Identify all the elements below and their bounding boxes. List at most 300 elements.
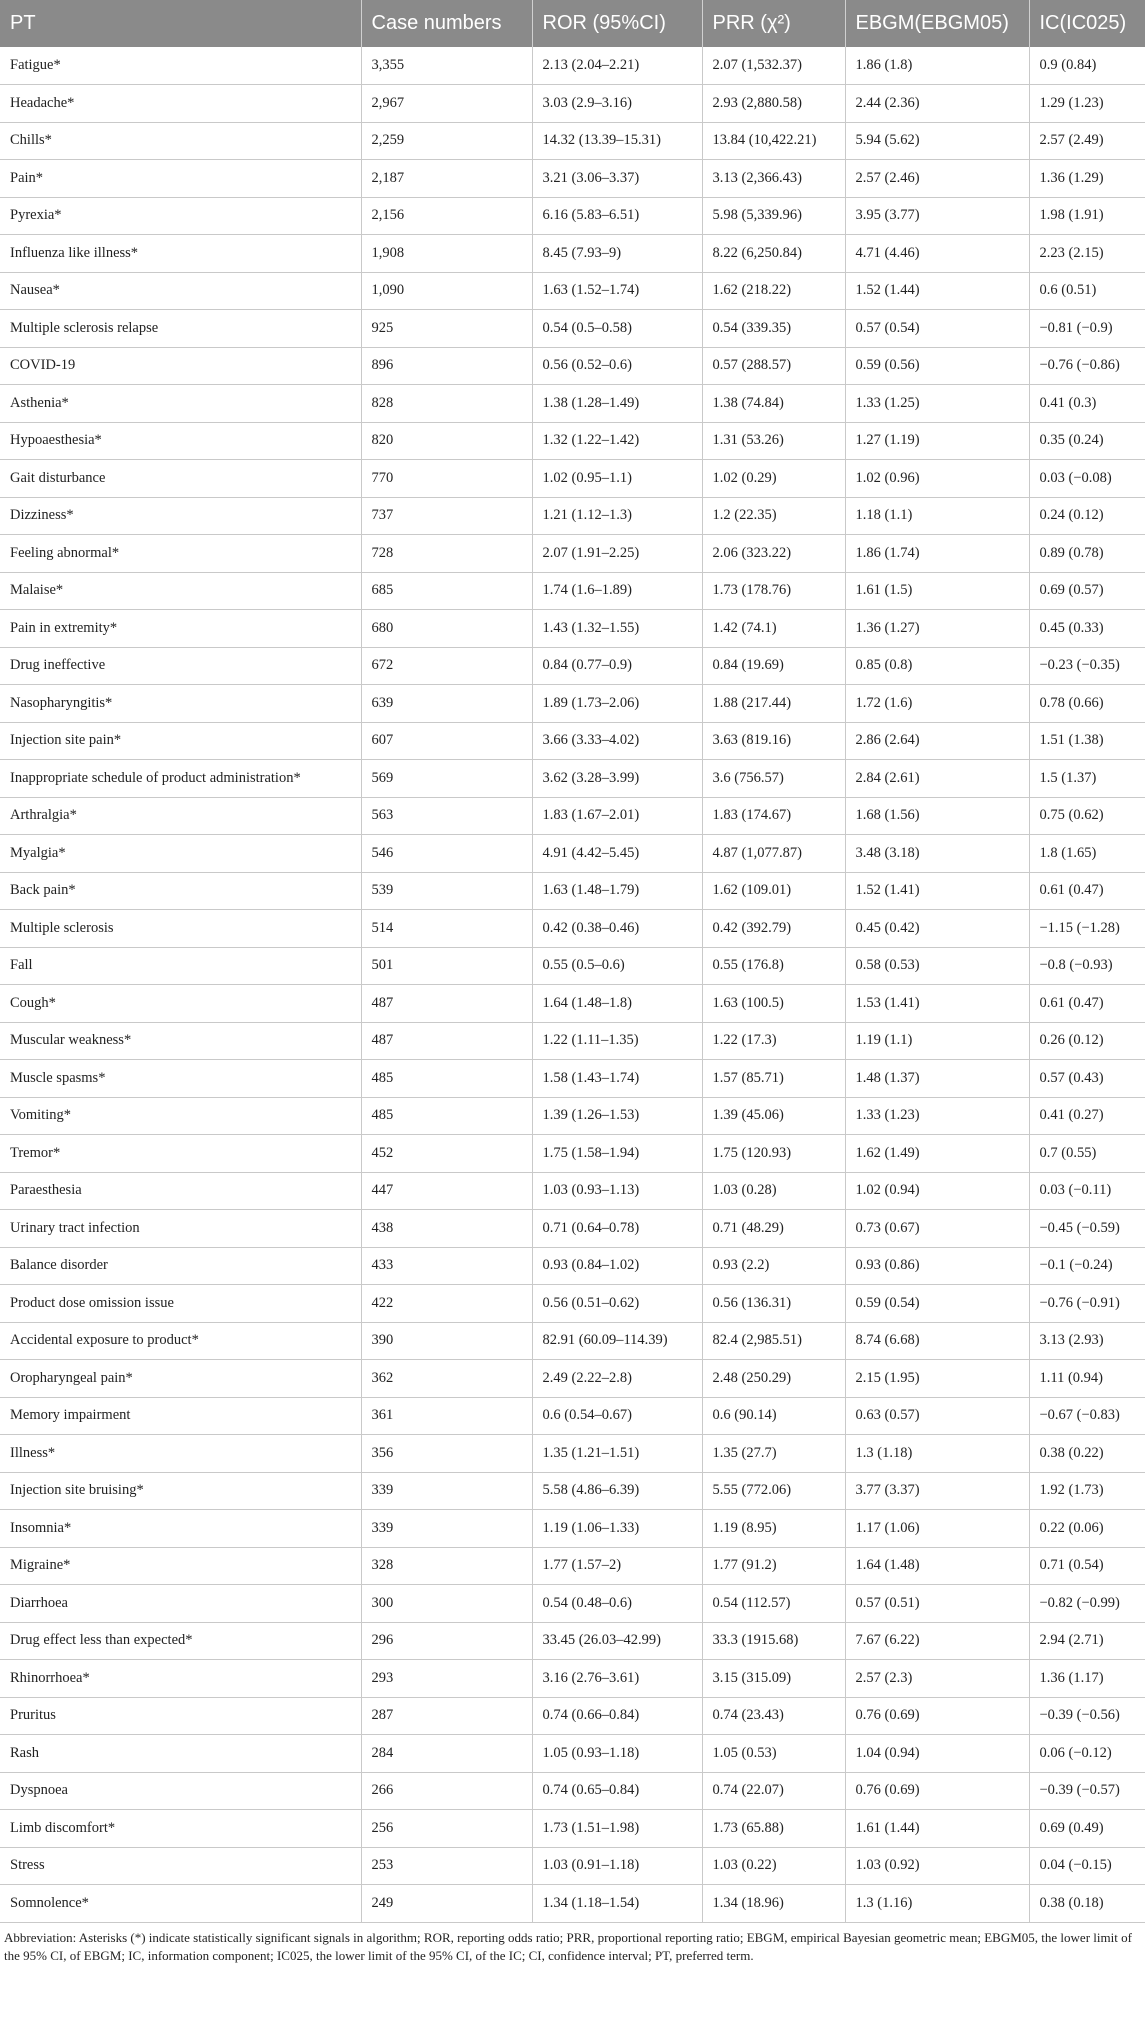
table-row [0,910,1145,948]
pt-cell: Vomiting* [0,1097,361,1135]
ebgm-cell: 3.48 (3.18) [845,835,1029,873]
case-numbers-cell: 422 [361,1285,532,1323]
pt-cell: Rash [0,1735,361,1773]
case-numbers-cell: 356 [361,1435,532,1473]
case-numbers-cell: 284 [361,1735,532,1773]
ror-cell: 1.64 (1.48–1.8) [532,985,702,1023]
ror-cell: 0.74 (0.65–0.84) [532,1772,702,1810]
prr-header: PRR (χ²) [702,0,845,47]
case-numbers-cell: 728 [361,535,532,573]
pt-cell: Migraine* [0,1547,361,1585]
pt-cell: Accidental exposure to product* [0,1322,361,1360]
ror-cell: 1.34 (1.18–1.54) [532,1885,702,1923]
case-numbers-cell: 672 [361,647,532,685]
pt-cell: Pain in extremity* [0,610,361,648]
ror-cell: 5.58 (4.86–6.39) [532,1472,702,1510]
case-numbers-cell: 447 [361,1172,532,1210]
ror-cell: 1.03 (0.91–1.18) [532,1847,702,1885]
ic-cell: 0.06 (−0.12) [1029,1735,1145,1773]
case-numbers-cell: 1,090 [361,272,532,310]
ic-cell: 1.5 (1.37) [1029,760,1145,798]
table-row [0,385,1145,423]
ebgm-cell: 5.94 (5.62) [845,122,1029,160]
ebgm-cell: 1.3 (1.16) [845,1885,1029,1923]
ebgm-cell: 8.74 (6.68) [845,1322,1029,1360]
case-numbers-cell: 287 [361,1697,532,1735]
ror-cell: 8.45 (7.93–9) [532,235,702,273]
pt-cell: Gait disturbance [0,460,361,498]
ebgm-cell: 1.33 (1.23) [845,1097,1029,1135]
table-row [0,1135,1145,1173]
ic-cell: 0.9 (0.84) [1029,47,1145,85]
table-body [0,47,1145,1922]
ebgm-cell: 0.58 (0.53) [845,947,1029,985]
case-numbers-cell: 820 [361,422,532,460]
ic-cell: 1.29 (1.23) [1029,85,1145,123]
pt-cell: Insomnia* [0,1510,361,1548]
pt-cell: Multiple sclerosis [0,910,361,948]
pt-cell: Pruritus [0,1697,361,1735]
prr-cell: 0.84 (19.69) [702,647,845,685]
table-row [0,347,1145,385]
ic-cell: 0.57 (0.43) [1029,1060,1145,1098]
pt-cell: Feeling abnormal* [0,535,361,573]
prr-cell: 3.13 (2,366.43) [702,160,845,198]
case-numbers-cell: 361 [361,1397,532,1435]
ebgm-cell: 1.64 (1.48) [845,1547,1029,1585]
ebgm-cell: 3.95 (3.77) [845,197,1029,235]
ror-cell: 1.63 (1.52–1.74) [532,272,702,310]
ebgm-cell: 0.85 (0.8) [845,647,1029,685]
ic-header: IC(IC025) [1029,0,1145,47]
ror-cell: 0.42 (0.38–0.46) [532,910,702,948]
prr-cell: 5.55 (772.06) [702,1472,845,1510]
prr-cell: 0.42 (392.79) [702,910,845,948]
prr-cell: 8.22 (6,250.84) [702,235,845,273]
ebgm-cell: 1.17 (1.06) [845,1510,1029,1548]
ic-cell: 1.36 (1.17) [1029,1660,1145,1698]
ebgm-cell: 1.3 (1.18) [845,1435,1029,1473]
table-row [0,497,1145,535]
case-numbers-cell: 452 [361,1135,532,1173]
pt-header: PT [0,0,361,47]
ebgm-cell: 1.18 (1.1) [845,497,1029,535]
ror-cell: 3.03 (2.9–3.16) [532,85,702,123]
prr-cell: 5.98 (5,339.96) [702,197,845,235]
table-row [0,722,1145,760]
prr-cell: 1.88 (217.44) [702,685,845,723]
prr-cell: 2.48 (250.29) [702,1360,845,1398]
pt-cell: Paraesthesia [0,1172,361,1210]
ror-cell: 0.6 (0.54–0.67) [532,1397,702,1435]
prr-cell: 1.02 (0.29) [702,460,845,498]
pt-cell: Product dose omission issue [0,1285,361,1323]
prr-cell: 82.4 (2,985.51) [702,1322,845,1360]
table-row [0,1285,1145,1323]
ror-cell: 1.22 (1.11–1.35) [532,1022,702,1060]
case-numbers-cell: 2,259 [361,122,532,160]
table-row [0,835,1145,873]
pt-cell: Muscular weakness* [0,1022,361,1060]
case-numbers-cell: 1,908 [361,235,532,273]
table-row [0,1172,1145,1210]
table-row [0,797,1145,835]
pt-cell: Injection site bruising* [0,1472,361,1510]
case-numbers-cell: 539 [361,872,532,910]
ror-cell: 2.49 (2.22–2.8) [532,1360,702,1398]
prr-cell: 2.06 (323.22) [702,535,845,573]
case-numbers-cell: 514 [361,910,532,948]
pt-cell: COVID-19 [0,347,361,385]
pt-cell: Myalgia* [0,835,361,873]
case-numbers-cell: 607 [361,722,532,760]
pt-cell: Influenza like illness* [0,235,361,273]
prr-cell: 0.74 (22.07) [702,1772,845,1810]
ic-cell: 0.61 (0.47) [1029,872,1145,910]
pt-cell: Multiple sclerosis relapse [0,310,361,348]
ebgm-cell: 2.57 (2.3) [845,1660,1029,1698]
ebgm-cell: 1.61 (1.44) [845,1810,1029,1848]
prr-cell: 1.73 (178.76) [702,572,845,610]
table-row [0,685,1145,723]
ebgm-cell: 0.73 (0.67) [845,1210,1029,1248]
ror-cell: 3.66 (3.33–4.02) [532,722,702,760]
prr-cell: 1.39 (45.06) [702,1097,845,1135]
ebgm-cell: 1.52 (1.41) [845,872,1029,910]
case-numbers-cell: 563 [361,797,532,835]
prr-cell: 0.93 (2.2) [702,1247,845,1285]
case-numbers-cell: 680 [361,610,532,648]
table-row [0,1022,1145,1060]
pt-cell: Fatigue* [0,47,361,85]
ic-cell: 1.92 (1.73) [1029,1472,1145,1510]
prr-cell: 1.63 (100.5) [702,985,845,1023]
ror-cell: 33.45 (26.03–42.99) [532,1622,702,1660]
ebgm-cell: 1.48 (1.37) [845,1060,1029,1098]
table-row [0,1810,1145,1848]
ror-cell: 0.93 (0.84–1.02) [532,1247,702,1285]
ebgm-cell: 2.86 (2.64) [845,722,1029,760]
prr-cell: 1.73 (65.88) [702,1810,845,1848]
table-row [0,1210,1145,1248]
ebgm-cell: 1.04 (0.94) [845,1735,1029,1773]
ror-cell: 3.21 (3.06–3.37) [532,160,702,198]
table-row [0,610,1145,648]
ebgm-cell: 2.84 (2.61) [845,760,1029,798]
ror-cell: 0.84 (0.77–0.9) [532,647,702,685]
table-row [0,1360,1145,1398]
case-numbers-cell: 487 [361,1022,532,1060]
pt-cell: Dyspnoea [0,1772,361,1810]
table-row [0,1322,1145,1360]
case-numbers-cell: 569 [361,760,532,798]
ic-cell: 1.36 (1.29) [1029,160,1145,198]
pt-cell: Hypoaesthesia* [0,422,361,460]
table-row [0,47,1145,85]
case-numbers-cell: 485 [361,1097,532,1135]
table-row [0,1585,1145,1623]
ebgm-cell: 0.93 (0.86) [845,1247,1029,1285]
case-numbers-cell: 737 [361,497,532,535]
pt-cell: Stress [0,1847,361,1885]
ror-cell: 1.63 (1.48–1.79) [532,872,702,910]
ror-cell: 1.39 (1.26–1.53) [532,1097,702,1135]
ebgm-cell: 1.68 (1.56) [845,797,1029,835]
pt-cell: Tremor* [0,1135,361,1173]
ebgm-cell: 1.33 (1.25) [845,385,1029,423]
ic-cell: 0.04 (−0.15) [1029,1847,1145,1885]
prr-cell: 1.22 (17.3) [702,1022,845,1060]
pt-cell: Asthenia* [0,385,361,423]
ebgm-cell: 0.76 (0.69) [845,1772,1029,1810]
ic-cell: −0.76 (−0.86) [1029,347,1145,385]
pt-cell: Pyrexia* [0,197,361,235]
ic-cell: 0.38 (0.22) [1029,1435,1145,1473]
ic-cell: 0.89 (0.78) [1029,535,1145,573]
ror-cell: 82.91 (60.09–114.39) [532,1322,702,1360]
case-numbers-cell: 266 [361,1772,532,1810]
table-row [0,85,1145,123]
case-numbers-cell: 256 [361,1810,532,1848]
table-row [0,1735,1145,1773]
pt-cell: Pain* [0,160,361,198]
ic-cell: 0.71 (0.54) [1029,1547,1145,1585]
prr-cell: 3.6 (756.57) [702,760,845,798]
table-row [0,1885,1145,1923]
ror-cell: 4.91 (4.42–5.45) [532,835,702,873]
ic-cell: −0.23 (−0.35) [1029,647,1145,685]
pt-cell: Injection site pain* [0,722,361,760]
table-row [0,1697,1145,1735]
ic-cell: 0.69 (0.49) [1029,1810,1145,1848]
ic-cell: 0.75 (0.62) [1029,797,1145,835]
ic-cell: 1.98 (1.91) [1029,197,1145,235]
prr-cell: 1.75 (120.93) [702,1135,845,1173]
prr-cell: 1.31 (53.26) [702,422,845,460]
ebgm-cell: 2.15 (1.95) [845,1360,1029,1398]
pt-cell: Arthralgia* [0,797,361,835]
case-numbers-cell: 249 [361,1885,532,1923]
prr-cell: 13.84 (10,422.21) [702,122,845,160]
ic-cell: 0.26 (0.12) [1029,1022,1145,1060]
ror-cell: 1.75 (1.58–1.94) [532,1135,702,1173]
ebgm-cell: 2.57 (2.46) [845,160,1029,198]
prr-cell: 0.71 (48.29) [702,1210,845,1248]
pt-cell: Oropharyngeal pain* [0,1360,361,1398]
ic-cell: −0.82 (−0.99) [1029,1585,1145,1623]
ic-cell: −1.15 (−1.28) [1029,910,1145,948]
table-row [0,1247,1145,1285]
ebgm-cell: 1.36 (1.27) [845,610,1029,648]
prr-cell: 1.62 (218.22) [702,272,845,310]
ror-cell: 1.03 (0.93–1.13) [532,1172,702,1210]
table-row [0,872,1145,910]
prr-cell: 1.2 (22.35) [702,497,845,535]
pt-cell: Headache* [0,85,361,123]
ic-cell: 2.23 (2.15) [1029,235,1145,273]
table-row [0,535,1145,573]
case-numbers-cell: 770 [361,460,532,498]
ic-cell: 0.38 (0.18) [1029,1885,1145,1923]
prr-cell: 1.35 (27.7) [702,1435,845,1473]
case-numbers-cell: 896 [361,347,532,385]
ebgm-cell: 7.67 (6.22) [845,1622,1029,1660]
prr-cell: 1.42 (74.1) [702,610,845,648]
ic-cell: −0.8 (−0.93) [1029,947,1145,985]
ic-cell: 0.03 (−0.11) [1029,1172,1145,1210]
pt-cell: Rhinorrhoea* [0,1660,361,1698]
pt-cell: Nausea* [0,272,361,310]
table-row [0,1472,1145,1510]
ebgm-cell: 0.57 (0.51) [845,1585,1029,1623]
ror-cell: 3.16 (2.76–3.61) [532,1660,702,1698]
pt-cell: Memory impairment [0,1397,361,1435]
ic-cell: 0.6 (0.51) [1029,272,1145,310]
pt-cell: Fall [0,947,361,985]
ror-cell: 0.55 (0.5–0.6) [532,947,702,985]
case-numbers-cell: 2,967 [361,85,532,123]
prr-cell: 2.93 (2,880.58) [702,85,845,123]
case-numbers-header: Case numbers [361,0,532,47]
ebgm-cell: 0.63 (0.57) [845,1397,1029,1435]
ebgm-cell: 1.19 (1.1) [845,1022,1029,1060]
ic-cell: 0.41 (0.3) [1029,385,1145,423]
ror-cell: 1.89 (1.73–2.06) [532,685,702,723]
pt-cell: Chills* [0,122,361,160]
table-row [0,310,1145,348]
case-numbers-cell: 328 [361,1547,532,1585]
ebgm-cell: 1.02 (0.94) [845,1172,1029,1210]
ror-cell: 14.32 (13.39–15.31) [532,122,702,160]
ic-cell: 1.51 (1.38) [1029,722,1145,760]
ic-cell: −0.67 (−0.83) [1029,1397,1145,1435]
ror-cell: 6.16 (5.83–6.51) [532,197,702,235]
ic-cell: 0.45 (0.33) [1029,610,1145,648]
case-numbers-cell: 925 [361,310,532,348]
table-row [0,1435,1145,1473]
ror-cell: 1.58 (1.43–1.74) [532,1060,702,1098]
pt-cell: Muscle spasms* [0,1060,361,1098]
table-row [0,1060,1145,1098]
ic-cell: 2.94 (2.71) [1029,1622,1145,1660]
ic-cell: 3.13 (2.93) [1029,1322,1145,1360]
prr-cell: 0.54 (112.57) [702,1585,845,1623]
ror-cell: 1.19 (1.06–1.33) [532,1510,702,1548]
case-numbers-cell: 487 [361,985,532,1023]
ic-cell: 2.57 (2.49) [1029,122,1145,160]
table-header [0,0,1145,47]
case-numbers-cell: 293 [361,1660,532,1698]
table-row [0,422,1145,460]
pt-cell: Back pain* [0,872,361,910]
ror-cell: 1.43 (1.32–1.55) [532,610,702,648]
table-row [0,1397,1145,1435]
ebgm-cell: 1.62 (1.49) [845,1135,1029,1173]
ror-cell: 1.83 (1.67–2.01) [532,797,702,835]
ebgm-cell: 1.72 (1.6) [845,685,1029,723]
prr-cell: 1.38 (74.84) [702,385,845,423]
ebgm-cell: 1.53 (1.41) [845,985,1029,1023]
case-numbers-cell: 390 [361,1322,532,1360]
ic-cell: 0.69 (0.57) [1029,572,1145,610]
table-row [0,947,1145,985]
prr-cell: 1.62 (109.01) [702,872,845,910]
ic-cell: 0.35 (0.24) [1029,422,1145,460]
ebgm-cell: 4.71 (4.46) [845,235,1029,273]
ebgm-cell: 1.03 (0.92) [845,1847,1029,1885]
prr-cell: 0.56 (136.31) [702,1285,845,1323]
table-row [0,647,1145,685]
header-row [0,0,1145,47]
pt-cell: Diarrhoea [0,1585,361,1623]
prr-cell: 2.07 (1,532.37) [702,47,845,85]
ror-cell: 0.56 (0.51–0.62) [532,1285,702,1323]
table-row [0,985,1145,1023]
ic-cell: 0.61 (0.47) [1029,985,1145,1023]
ror-cell: 1.32 (1.22–1.42) [532,422,702,460]
pt-cell: Inappropriate schedule of product administration* [0,760,361,798]
ror-cell: 1.02 (0.95–1.1) [532,460,702,498]
ebgm-cell: 0.45 (0.42) [845,910,1029,948]
case-numbers-cell: 300 [361,1585,532,1623]
ror-cell: 2.07 (1.91–2.25) [532,535,702,573]
case-numbers-cell: 639 [361,685,532,723]
ebgm-cell: 1.61 (1.5) [845,572,1029,610]
table-row [0,160,1145,198]
ic-cell: 0.7 (0.55) [1029,1135,1145,1173]
pt-cell: Illness* [0,1435,361,1473]
prr-cell: 4.87 (1,077.87) [702,835,845,873]
table-row [0,235,1145,273]
ic-cell: 1.11 (0.94) [1029,1360,1145,1398]
ror-cell: 1.05 (0.93–1.18) [532,1735,702,1773]
ror-cell: 1.21 (1.12–1.3) [532,497,702,535]
case-numbers-cell: 485 [361,1060,532,1098]
pt-cell: Urinary tract infection [0,1210,361,1248]
ror-cell: 1.73 (1.51–1.98) [532,1810,702,1848]
ebgm-cell: 3.77 (3.37) [845,1472,1029,1510]
table-row [0,460,1145,498]
case-numbers-cell: 546 [361,835,532,873]
case-numbers-cell: 685 [361,572,532,610]
case-numbers-cell: 362 [361,1360,532,1398]
ebgm-cell: 2.44 (2.36) [845,85,1029,123]
ror-cell: 0.56 (0.52–0.6) [532,347,702,385]
table-row [0,1772,1145,1810]
ic-cell: 0.03 (−0.08) [1029,460,1145,498]
case-numbers-cell: 501 [361,947,532,985]
case-numbers-cell: 2,156 [361,197,532,235]
case-numbers-cell: 3,355 [361,47,532,85]
ic-cell: 0.24 (0.12) [1029,497,1145,535]
pt-cell: Malaise* [0,572,361,610]
ror-cell: 2.13 (2.04–2.21) [532,47,702,85]
case-numbers-cell: 339 [361,1472,532,1510]
ror-cell: 1.77 (1.57–2) [532,1547,702,1585]
prr-cell: 1.03 (0.22) [702,1847,845,1885]
prr-cell: 33.3 (1915.68) [702,1622,845,1660]
ror-cell: 3.62 (3.28–3.99) [532,760,702,798]
prr-cell: 3.15 (315.09) [702,1660,845,1698]
ror-cell: 1.38 (1.28–1.49) [532,385,702,423]
ebgm-cell: 1.02 (0.96) [845,460,1029,498]
ebgm-header: EBGM(EBGM05) [845,0,1029,47]
ic-cell: 0.78 (0.66) [1029,685,1145,723]
case-numbers-cell: 433 [361,1247,532,1285]
ror-cell: 0.54 (0.48–0.6) [532,1585,702,1623]
ror-cell: 1.35 (1.21–1.51) [532,1435,702,1473]
ebgm-cell: 1.86 (1.8) [845,47,1029,85]
